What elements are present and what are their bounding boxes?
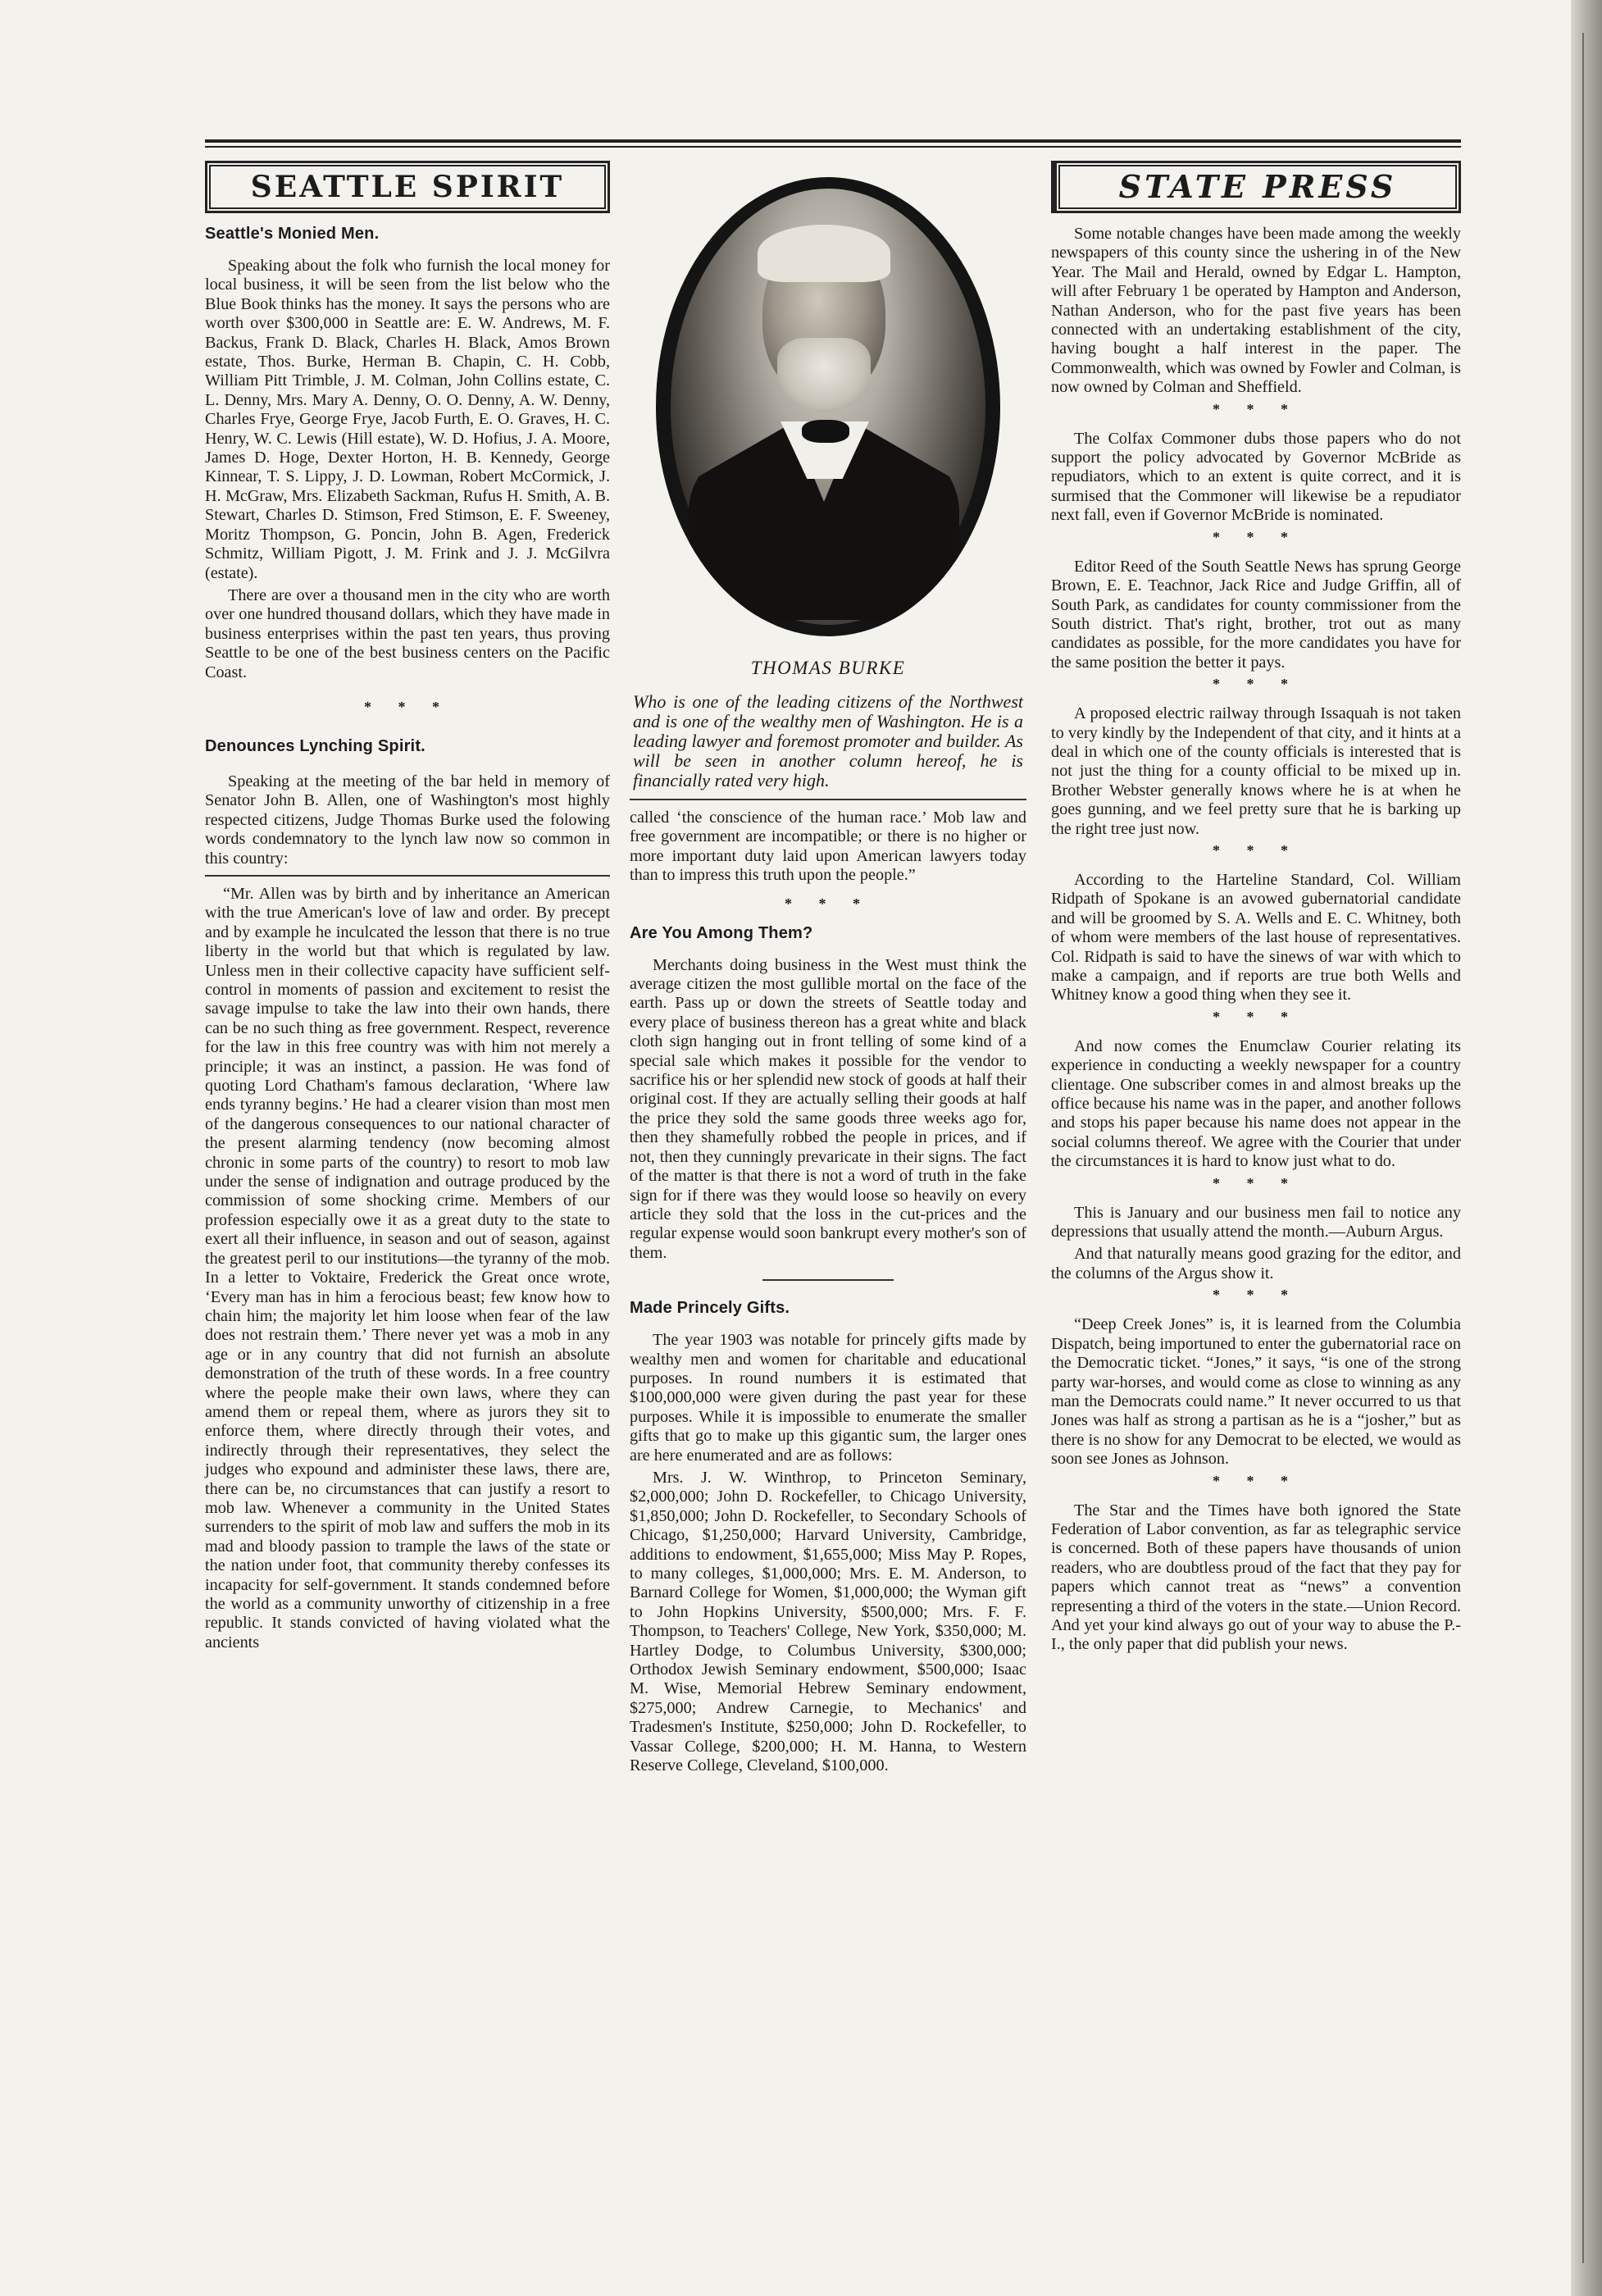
page-edge xyxy=(1571,0,1602,2296)
state-press-item-3: Editor Reed of the South Seattle News has sprung George Brown, E. E. Teachnor, Jack Rice and Judge Griffin, all of South Park, as candidates for county commissioner from the South district. That's right, brother, trot out as many candidates as possible, for the more candidates you have for the same position the better it pays. xyxy=(1051,557,1461,672)
among-them-paragraph: Merchants doing business in the West must think the average citizen the most gullible mortal on the face of the earth. Pass up or down the streets of Seattle today and every place of business thereon has a great white and black cloth sign hanging out in front telling of some kind of a special sale which makes it possible for the vendor to sacrifice his or her splendid new stock of goods at half their original cost. If they are actually selling their goods at half the price they sold the same goods three weeks ago for, then they shamefully robbed the people in prices, and if not, then they cunningly prevaricate in their signs. The fact of the matter is that there is not a word of truth in the fake sign for if there was they would loose so heavily on every article they sold that the loss in the cut-prices and the regular expense would soon bankrupt every mother's son of them. xyxy=(630,955,1026,1262)
masthead-title: SEATTLE SPIRIT xyxy=(250,170,565,204)
seattle-spirit-masthead xyxy=(205,161,610,213)
state-press-item-9: “Deep Creek Jones” is, it is learned from the Columbia Dispatch, being importuned to enter the gubernatorial race on the Democratic ticket. “Jones,” it says, “is one of the strong party war-horses, and would come as close to winning as any man the Democrats could name.” It never occurred to us that Jones was half as strong a partisan as he is a “josher,” but as there is no show for any Democrat to be elected, we would as soon see Jones as Johnson. xyxy=(1051,1315,1461,1469)
portrait-caption-name: THOMAS BURKE xyxy=(750,658,906,678)
monied-men-paragraph-2: There are over a thousand men in the city who are worth over one hundred thousand dollars, which they have made in business enterprises within the past ten years, thus proving Seattle to be one of the best business centers on the Pacific Coast. xyxy=(205,585,610,681)
state-press-item-6: And now comes the Enumclaw Courier relating its experience in conducting a weekly newspaper for a country clientage. One subscriber comes in and almost breaks up the office because his name was in the paper, and another follows and stops his paper because his name does not appear in the social columns thereof. We agree with the Courier that under the circumstances it is hard to know just what to do. xyxy=(1051,1036,1461,1171)
princely-gifts-paragraph-1: The year 1903 was notable for princely gifts made by wealthy men and women for charitable and educational purposes. In round numbers it is estimated that $100,000,000 were given during the past year for these purposes. While it is impossible to enumerate the smaller gifts that go to make up this gigantic sum, the larger ones are here enumerated and are as follows: xyxy=(630,1331,1026,1465)
section-separator: * * * xyxy=(1213,1287,1299,1304)
section-separator: * * * xyxy=(1213,1008,1299,1025)
state-press-item-4: A proposed electric railway through Issaquah is not taken to very kindly by the Independent of that city, and it hints at a deal in which one of the county officials is interested that is not just the thing for a county official to be mixed up in. Brother Webster generally knows where he is at when he goes gunning, and we feel pretty sure that he is barking up the right tree just now. xyxy=(1051,704,1461,838)
middle-column xyxy=(630,175,1026,1779)
portrait-beard xyxy=(777,338,871,412)
portrait-bow-tie xyxy=(802,420,849,443)
lynching-quote: “Mr. Allen was by birth and by inheritance an American with the true American's love of law and order. By precept and by example he inculcated the lesson that there is no true liberty in the world but that which is regulated by law. Unless men in their collective capacity have sufficient self-control in moments of passion and excitement to resist the savage impulse to take the law into their own hands, there can be no such thing as free government. Respect, reverence for the law in this free country was with him not merely a principle; it was an instinct, a passion. He was fond of quoting Lord Chatham's famous declaration, ‘Where law ends tyranny begins.’ He had a clearer vision than most men of the dangerous consequences to our national character of the present alarming tendency (now becoming almost chronic in some parts of the country) to resort to mob law under the sense of indignation and outrage produced by the commission of some shocking crime. Members of our profession especially owe it as a great duty to the state to exert all their influence, in season and out of season, against the greatest peril to our institutions—the tyranny of the mob. In a letter to Voktaire, Frederick the Great once wrote, ‘Every man has in him a ferocious beast; few know how to chain him; the majority let him loose when fear of the law does not restrain them.’ There never yet was a mob in any age or in any country that did not furnish an absolute demonstration of the truth of these words. In a free country where the people make their own laws, where they can amend them or repeal them, where as jurors they sit to enforce them, where directly through their votes, and indirectly through their representatives, they select the judges who expound and administer these laws, there are, there can be, no circumstances that can justify a resort to mob law. Whenever a community in the United States surrenders to the spirit of mob law and suffers the mob in its mad and bloody passion to trample the laws of the state or the nation under foot, that community thereby confesses its incapacity for self-government. It stands condemned before the world as a community unworthy of citizenship in a free republic. It stands convicted of having violated what the ancients xyxy=(205,884,610,1651)
state-press-item-8: And that naturally means good grazing for the editor, and the columns of the Argus show it. xyxy=(1051,1245,1461,1282)
state-press-item-1: Some notable changes have been made among the weekly newspapers of this county since the ushering in of the New Year. The Mail and Herald, owned by Edgar L. Hampton, will after February 1 be operated by Hampton and Anderson, Nathan Anderson, who for the past five years has been connected with an undertaking establishment of the city, having bought a half interest in the paper. The Commonwealth, which was owned by Fowler and Colman, is now owned by Colman and Sheffield. xyxy=(1051,225,1461,397)
portrait-hair xyxy=(758,225,890,282)
section-separator: * * * xyxy=(1213,1174,1299,1191)
thomas-burke-portrait xyxy=(656,177,1000,636)
state-press-item-2: The Colfax Commoner dubs those papers who do not support the policy advocated by Governor McBride as repudiators, which to an extent is quite correct, and it is surmised that the Commoner will likewise be a repudiator next fall, even if Governor McBride is nominated. xyxy=(1051,429,1461,525)
section-separator: * * * xyxy=(1213,400,1299,417)
princely-gifts-paragraph-2: Mrs. J. W. Winthrop, to Princeton Seminary, $2,000,000; John D. Rockefeller, to Chicago University, $1,850,000; John D. Rockefeller, to Secondary Schools of Chicago, $1,250,000; Harvard University, Cambridge, additions to endowment, $1,655,000; Miss May P. Ropes, to many colleges, $1,000,000; Mrs. E. M. Anderson, to Barnard College for Women, $1,000,000; the Wyman gift to John Hopkins University, $500,000; Mrs. F. F. Thompson, to Teachers' College, New York, $350,000; M. Hartley Dodge, to Columbus University, $300,000; Orthodox Jewish Seminary endowment, $500,000; Isaac M. Wise, Memorial Hebrew Seminary endowment, $275,000; Andrew Carnegie, to Mechanics' and Tradesmen's Institute, $250,000; John D. Rockefeller, to Vassar College, $200,000; H. M. Hanna, to Western Reserve College, Cleveland, $100,000. xyxy=(630,1468,1026,1775)
lynching-paragraph-1: Speaking at the meeting of the bar held in memory of Senator John B. Allen, one of Washington's most highly respected citizens, Judge Thomas Burke used the folowing words condemnatory to the lynch law now so common in this country: xyxy=(205,772,610,868)
column-rule xyxy=(205,875,610,877)
state-press-item-10: The Star and the Times have both ignored the State Federation of Labor convention, as far as telegraphic service is concerned. Both of these papers have thousands of union readers, who are doubtless proud of the fact that they pay for papers which cannot treat as “news” a convention representing a third of the voters in the state.—Union Record. And yet your kind always go out of your way to abuse the P.-I., the only paper that did publish your news. xyxy=(1051,1501,1461,1654)
caption-rule xyxy=(630,799,1026,800)
section-separator: * * * xyxy=(364,698,451,715)
state-press-masthead xyxy=(1051,161,1461,213)
top-rule-thick xyxy=(205,139,1461,143)
portrait-caption-text: Who is one of the leading citizens of the Northwest and is one of the wealthy men of Washington. He is a leading lawyer and foremost promoter and builder. As will be seen in another column hereof, he is financially rated very high. xyxy=(633,691,1023,790)
right-column xyxy=(1051,161,1461,1658)
lynching-quote-continued: called ‘the conscience of the human race.’ Mob law and free government are incompatible; or there is no higher or more important duty laid upon American lawyers today than to impress this truth upon the people.” xyxy=(630,809,1026,885)
headline-princely-gifts: Made Princely Gifts. xyxy=(630,1299,790,1318)
headline-lynching: Denounces Lynching Spirit. xyxy=(205,736,426,755)
top-rule-thin xyxy=(205,146,1461,148)
state-press-item-5: According to the Harteline Standard, Col. William Ridpath of Spokane is an avowed gubernatorial candidate and will be groomed by S. A. Wells and E. C. Whitney, both of whom were members of the last house of representatives. Col. Ridpath is said to have the sinews of war with which to make a campaign, and if reports are true both Wells and Whitney know a good thing when they see it. xyxy=(1051,870,1461,1004)
masthead-title: STATE PRESS xyxy=(1118,168,1397,205)
headline-monied-men: Seattle's Monied Men. xyxy=(205,225,380,243)
section-separator: * * * xyxy=(785,895,872,912)
section-separator: * * * xyxy=(1213,1472,1299,1489)
monied-men-paragraph-1: Speaking about the folk who furnish the local money for local business, it will be seen from the list below who the Blue Book thinks has the money. It says the persons who are worth over $300,000 in Seattle are: E. W. Andrews, M. F. Backus, Frank D. Black, Charles H. Black, Amos Brown estate, Thos. Burke, Herman B. Chapin, C. H. Cobb, William Pitt Trimble, J. M. Colman, John Collins estate, C. L. Denny, Mrs. Mary A. Denny, O. O. Denny, A. W. Denny, Charles Frye, George Frye, Jacob Furth, E. O. Graves, H. C. Henry, W. C. Lewis (Hill estate), W. D. Hofius, J. A. Moore, James D. Hoge, Dexter Horton, H. B. Kennedy, George Kinnear, T. S. Lippy, J. D. Lowman, Robert McCormick, J. H. McGraw, Mrs. Elizabeth Sackman, Rufus H. Smith, A. B. Stewart, Charles D. Stimson, Fred Stimson, E. F. Sweeney, Moritz Thompson, G. Poncin, John B. Agen, Frederick Schmitz, William Pigott, J. M. Frink and J. J. McGilvra (estate). xyxy=(205,257,610,582)
left-column xyxy=(205,161,610,1656)
section-separator: * * * xyxy=(1213,676,1299,693)
section-separator: * * * xyxy=(1213,528,1299,545)
short-rule xyxy=(762,1279,894,1281)
headline-among-them: Are You Among Them? xyxy=(630,923,813,942)
state-press-item-7: This is January and our business men fail to notice any depressions that usually attend the month.—Auburn Argus. xyxy=(1051,1203,1461,1241)
section-separator: * * * xyxy=(1213,841,1299,859)
